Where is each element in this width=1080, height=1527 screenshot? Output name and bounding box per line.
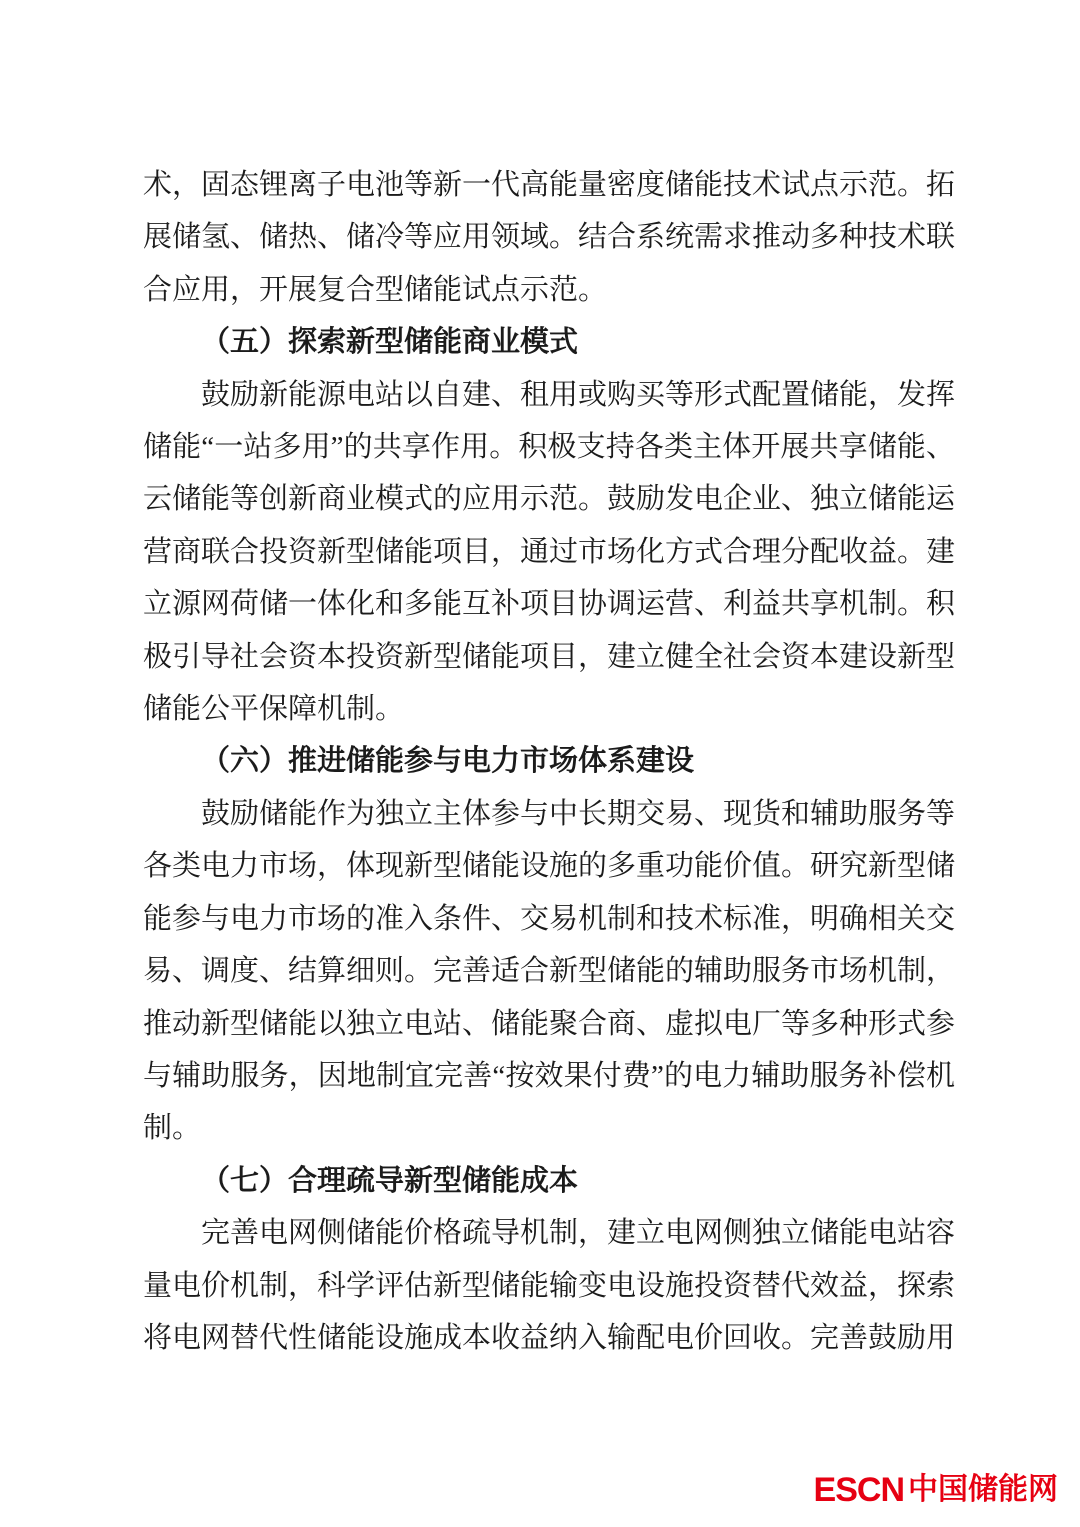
section-heading: （六）推进储能参与电力市场体系建设 [201,745,695,778]
body-paragraph: 完善电网侧储能价格疏导机制，建立电网侧独立储能电站容量电价机制，科学评估新型储能输变电设施投资替代效益，探索将电网替代性储能设施成本收益纳入输配电价回收。完善鼓励用 [143,1217,956,1354]
logo-latin-text: ESCN [813,1471,904,1509]
document-body [143,159,955,1364]
escn-watermark-logo [814,1473,1058,1507]
section-heading: （五）探索新型储能商业模式 [201,326,579,359]
logo-chinese-text: 中国储能网 [908,1473,1058,1506]
body-paragraph: 术，固态锂离子电池等新一代高能量密度储能技术试点示范。拓展储氢、储热、储冷等应用领域。结合系统需求推动多种技术联合应用，开展复合型储能试点示范。 [143,169,956,306]
body-paragraph: 鼓励储能作为独立主体参与中长期交易、现货和辅助服务等各类电力市场，体现新型储能设施的多重功能价值。研究新型储能参与电力市场的准入条件、交易机制和技术标准，明确相关交易、调度、结算细则。完善适合新型储能的辅助服务市场机制，推动新型储能以独立电站、储能聚合商、虚拟电厂等多种形式参与辅助服务，因地制宜完善“按效果付费”的电力辅助服务补偿机制。 [143,797,956,1145]
section-heading: （七）合理疏导新型储能成本 [201,1164,579,1197]
body-paragraph: 鼓励新能源电站以自建、租用或购买等形式配置储能，发挥储能“一站多用”的共享作用。积极支持各类主体开展共享储能、云储能等创新商业模式的应用示范。鼓励发电企业、独立储能运营商联合投资新型储能项目，通过市场化方式合理分配收益。建立源网荷储一体化和多能互补项目协调运营、利益共享机制。积极引导社会资本投资新型储能项目，建立健全社会资本建设新型储能公平保障机制。 [143,378,956,726]
